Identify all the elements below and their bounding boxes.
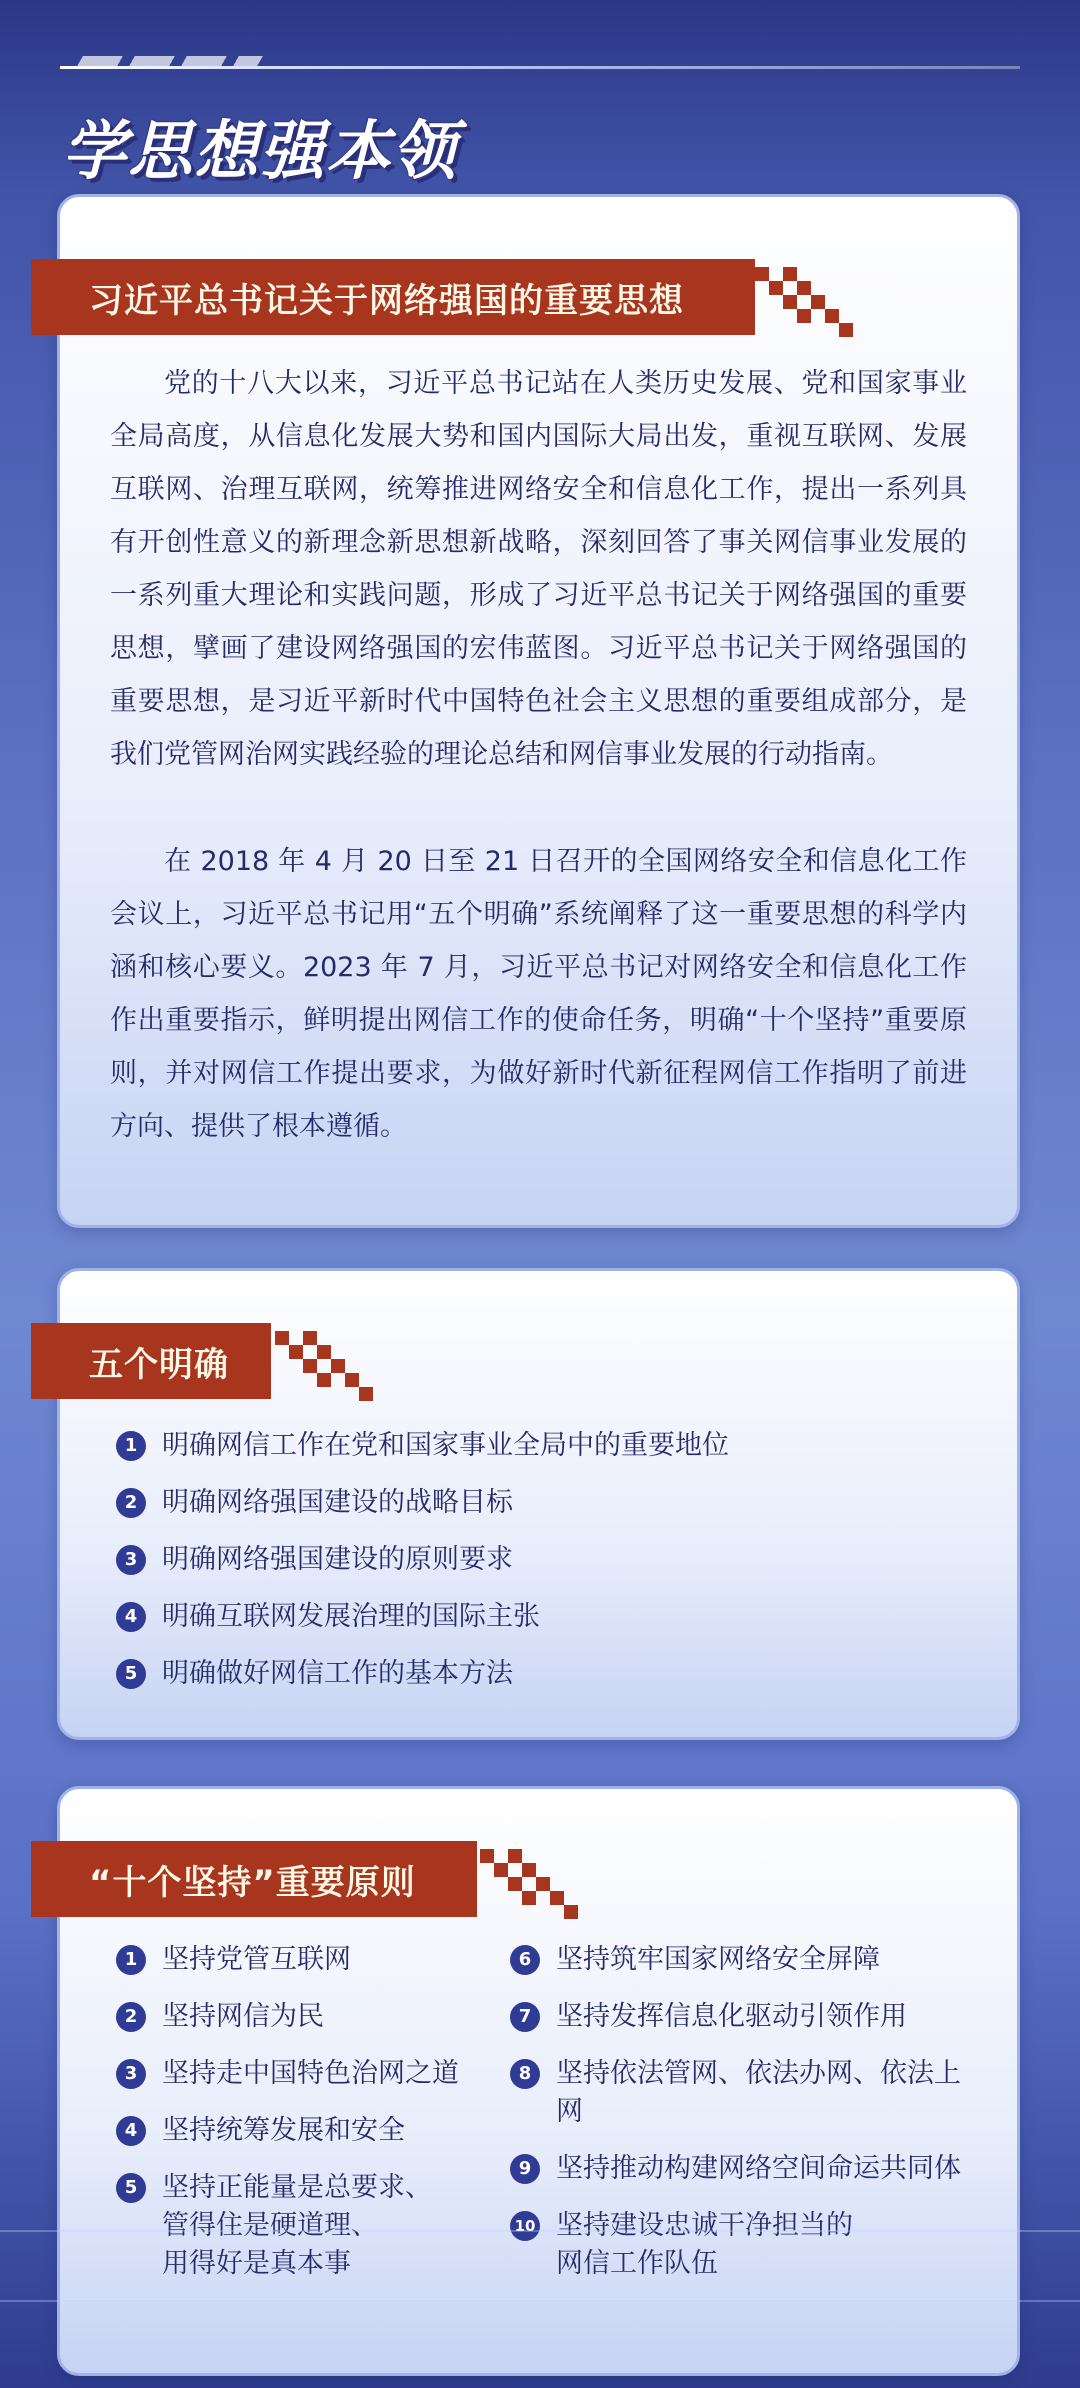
list-item-text: 坚持发挥信息化驱动引领作用 [556, 2001, 907, 2032]
section-card-network-power-thought [57, 194, 1020, 1228]
section-banner [31, 1323, 271, 1399]
list-item-text: 坚持依法管网、依法办网、依法上网 [556, 2058, 961, 2127]
paragraph-2: 在 2018 年 4 月 20 日至 21 日召开的全国网络安全和信息化工作会议上，习近平总书记用“五个明确”系统阐释了这一重要思想的科学内涵和核心要义。2023 年 7 月，习近平总书记对网络安全和信息化工作作出重要指示，鲜明提出网信工作的使命任务，明确“十个坚持”重要原则，并对网信工作提出要求，为做好新时代新征程网信工作指明了前进方向、提供了根本遵循。 [110, 846, 967, 1142]
number-badge: 5 [116, 2173, 146, 2203]
list-item [510, 2207, 980, 2283]
background-glow-line [0, 2230, 1080, 2232]
top-decoration-dashes [77, 56, 263, 66]
list-item-text: 坚持走中国特色治网之道 [162, 2058, 459, 2089]
list-item-text: 明确互联网发展治理的国际主张 [162, 1601, 540, 1632]
number-badge: 2 [116, 1488, 146, 1518]
list-item [510, 1941, 980, 1979]
list-item-text: 坚持正能量是总要求、 管得住是硬道理、 用得好是真本事 [162, 2172, 432, 2279]
list-item [116, 2112, 506, 2150]
number-badge: 6 [510, 1945, 540, 1975]
list-item-text: 明确网络强国建设的原则要求 [162, 1544, 513, 1575]
list-item [116, 1598, 729, 1636]
list-item-text: 明确网络强国建设的战略目标 [162, 1487, 513, 1518]
section-banner-label: 习近平总书记关于网络强国的重要思想 [89, 280, 684, 321]
list-item-text: 坚持党管互联网 [162, 1944, 351, 1975]
list-item [116, 1998, 506, 2036]
number-badge: 3 [116, 2059, 146, 2089]
list-item [116, 1484, 729, 1522]
list-item [116, 1427, 729, 1465]
list-item [510, 1998, 980, 2036]
list-item-text: 明确网信工作在党和国家事业全局中的重要地位 [162, 1430, 729, 1461]
pixel-decoration [755, 267, 875, 337]
number-badge: 10 [510, 2211, 540, 2241]
section-banner [31, 259, 755, 335]
list-item [116, 1541, 729, 1579]
number-badge: 7 [510, 2002, 540, 2032]
number-badge: 8 [510, 2059, 540, 2089]
number-badge: 1 [116, 1431, 146, 1461]
list-item-text: 坚持网信为民 [162, 2001, 324, 2032]
number-badge: 1 [116, 1945, 146, 1975]
pixel-decoration [480, 1849, 600, 1919]
list-item-text: 坚持推动构建网络空间命运共同体 [556, 2153, 961, 2184]
page-title: 学思想强本领 [62, 115, 458, 189]
pixel-decoration [275, 1331, 395, 1401]
list-item-text: 坚持筑牢国家网络安全屏障 [556, 1944, 880, 1975]
list-item [116, 1941, 506, 1979]
paragraph-1: 党的十八大以来，习近平总书记站在人类历史发展、党和国家事业全局高度，从信息化发展大势和国内国际大局出发，重视互联网、发展互联网、治理互联网，统筹推进网络安全和信息化工作，提出一系列具有开创性意义的新理念新思想新战略，深刻回答了事关网信事业发展的一系列重大理论和实践问题，形成了习近平总书记关于网络强国的重要思想，擘画了建设网络强国的宏伟蓝图。习近平总书记关于网络强国的重要思想，是习近平新时代中国特色社会主义思想的重要组成部分，是我们党管网治网实践经验的理论总结和网信事业发展的行动指南。 [110, 368, 967, 770]
number-badge: 4 [116, 1602, 146, 1632]
number-badge: 4 [116, 2116, 146, 2146]
list-item [510, 2055, 980, 2131]
list-item [116, 2169, 506, 2283]
list-item-text: 坚持建设忠诚干净担当的 网信工作队伍 [556, 2210, 853, 2279]
list-item [510, 2150, 980, 2188]
list-item [116, 1655, 729, 1693]
section-card-ten-persistences [57, 1786, 1020, 2376]
section-banner [31, 1841, 477, 1917]
list-item-text: 坚持统筹发展和安全 [162, 2115, 405, 2146]
list-item-text: 明确做好网信工作的基本方法 [162, 1658, 513, 1689]
section-card-five-clarifications [57, 1268, 1020, 1740]
section-banner-label: “十个坚持”重要原则 [89, 1862, 416, 1903]
five-clarifications-list [116, 1427, 729, 1693]
number-badge: 9 [510, 2154, 540, 2184]
number-badge: 3 [116, 1545, 146, 1575]
number-badge: 5 [116, 1659, 146, 1689]
top-decoration-line [60, 66, 1020, 69]
number-badge: 2 [116, 2002, 146, 2032]
section-banner-label: 五个明确 [89, 1344, 229, 1385]
background-glow-line [0, 2300, 1080, 2302]
list-item [116, 2055, 506, 2093]
